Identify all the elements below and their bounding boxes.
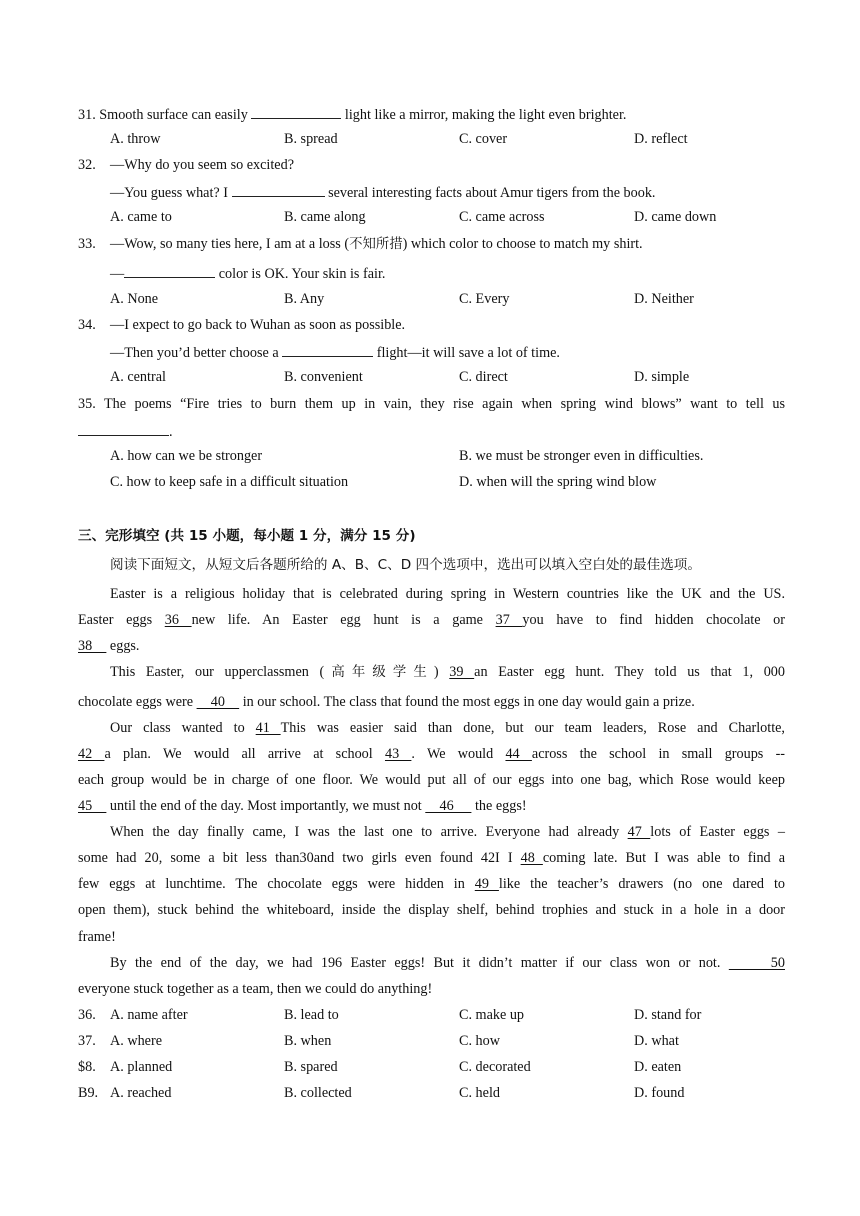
passage-line: frame! [78, 929, 116, 945]
option-d: D. reflect [634, 131, 688, 147]
blank-36: 36 [164, 612, 192, 628]
passage-line: By the end of the day, we had 196 Easter eggs! But it didn’t matter if our class won or not. 50 [110, 955, 785, 971]
passage-line: Our class wanted to 41 This was easier said than done, but our team leaders, Rose and Charlotte, [110, 720, 785, 736]
blank-43: 43 [384, 746, 412, 762]
blank-37: 37 [495, 612, 523, 628]
passage-line: chocolate eggs were 40 in our school. The class that found the most eggs in one day would gain a prize. [78, 694, 695, 710]
question-35-stem: 35. The poems “Fire tries to burn them up in vain, they rise again when spring wind blows” want to tell us [78, 396, 785, 412]
question-number: 33. [78, 236, 96, 252]
option-d: D. stand for [634, 1007, 702, 1023]
passage-line: open them), stuck behind the whiteboard, inside the display shelf, behind trophies and stuck in a hole in a door [78, 902, 785, 918]
question-34-line-2: —Then you’d better choose a flight—it will save a lot of time. [110, 342, 785, 362]
option-c: C. how to keep safe in a difficult situation [110, 474, 349, 490]
passage-line: each group would be in charge of one floor. We would put all of our eggs into one bag, which Rose would keep [78, 772, 785, 788]
blank-49: 49 [474, 876, 499, 892]
blank-42: 42 [78, 746, 105, 762]
option-a: A. came to [110, 209, 172, 225]
blank-47: 47 [627, 824, 651, 840]
option-a: A. planned [110, 1059, 173, 1075]
passage-line: When the day finally came, I was the last one to arrive. Everyone had already 47 lots of Easter eggs – [110, 824, 785, 840]
passage-line: some had 20, some a bit less than30and two girls even found 42I I 48 coming late. But I was able to find a [78, 850, 786, 866]
passage-line: 45 until the end of the day. Most importantly, we must not 46 the eggs! [78, 798, 527, 814]
question-number: 37. [78, 1033, 96, 1049]
option-b: B. spread [284, 131, 338, 147]
question-number: 34. [78, 317, 96, 333]
question-32-line-1: —Why do you seem so excited? [110, 157, 294, 173]
blank-48: 48 [520, 850, 543, 866]
option-a: A. how can we be stronger [110, 448, 263, 464]
passage-line: This Easter, our upperclassmen (高年级学生) 39 an Easter egg hunt. They told us that 1, 000 [110, 664, 785, 680]
option-c: C. Every [459, 291, 510, 307]
option-b: B. we must be stronger even in difficulties. [459, 448, 704, 464]
passage-line: 42 a plan. We would all arrive at school 43 . We would 44 across the school in small groups -- [78, 746, 786, 762]
section-heading: 三、完形填空 (共 15 小题，每小题 1 分，满分 15 分) [78, 528, 416, 544]
answer-blank [124, 263, 215, 278]
question-number: $8. [78, 1059, 96, 1075]
option-d: D. found [634, 1085, 685, 1101]
blank-38: 38 [78, 638, 107, 654]
question-31-stem: 31. Smooth surface can easily light like a mirror, making the light even brighter. [78, 104, 785, 124]
question-number: 32. [78, 157, 96, 173]
option-c: C. came across [459, 209, 545, 225]
option-c: C. how [459, 1033, 500, 1049]
option-d: D. what [634, 1033, 679, 1049]
option-c: C. direct [459, 369, 508, 385]
option-b: B. Any [284, 291, 325, 307]
option-c: C. held [459, 1085, 500, 1101]
option-b: B. collected [284, 1085, 352, 1101]
option-c: C. decorated [459, 1059, 531, 1075]
option-a: A. reached [110, 1085, 172, 1101]
blank-50: 50 [728, 955, 785, 971]
blank-44: 44 [505, 746, 532, 762]
blank-41: 41 [255, 720, 281, 736]
blank-46: 46 [425, 798, 472, 814]
option-b: B. convenient [284, 369, 363, 385]
passage-line: 38 eggs. [78, 638, 140, 654]
blank-39: 39 [449, 664, 475, 680]
blank-45: 45 [78, 798, 107, 814]
blank-40: 40 [196, 694, 240, 710]
passage-line: Easter eggs 36 new life. An Easter egg hunt is a game 37 you have to find hidden chocolate or [78, 612, 785, 628]
option-d: D. came down [634, 209, 717, 225]
option-b: B. spared [284, 1059, 338, 1075]
passage-line: Easter is a religious holiday that is celebrated during spring in Western countries like the UK and the US. [110, 586, 785, 602]
option-d: D. eaten [634, 1059, 682, 1075]
option-c: C. cover [459, 131, 508, 147]
question-34-line-1: —I expect to go back to Wuhan as soon as possible. [110, 317, 406, 333]
option-a: A. name after [110, 1007, 188, 1023]
option-b: B. when [284, 1033, 332, 1049]
answer-blank [78, 421, 169, 436]
option-a: A. None [110, 291, 159, 307]
question-number: B9. [78, 1085, 99, 1101]
answer-blank [232, 182, 325, 197]
answer-blank [282, 342, 373, 357]
question-33-line-1: —Wow, so many ties here, I am at a loss (不知所措) which color to choose to match my shirt. [110, 236, 643, 252]
passage-line: everyone stuck together as a team, then we could do anything! [78, 981, 433, 997]
option-d: D. Neither [634, 291, 694, 307]
question-number: 36. [78, 1007, 96, 1023]
option-d: D. simple [634, 369, 690, 385]
option-d: D. when will the spring wind blow [459, 474, 657, 490]
section-instruction: 阅读下面短文，从短文后各题所给的 A、B、C、D 四个选项中，选出可以填入空白处的最佳选项。 [110, 557, 701, 573]
option-b: B. lead to [284, 1007, 339, 1023]
option-a: A. where [110, 1033, 162, 1049]
question-35-stem-cont: . [78, 421, 785, 441]
passage-line: few eggs at lunchtime. The chocolate eggs were hidden in 49 like the teacher’s drawers (no one dared to [78, 876, 786, 892]
answer-blank [251, 104, 341, 119]
option-a: A. throw [110, 131, 161, 147]
question-33-line-2: — color is OK. Your skin is fair. [110, 263, 785, 283]
option-c: C. make up [459, 1007, 525, 1023]
option-a: A. central [110, 369, 166, 385]
question-32-line-2: —You guess what? I several interesting facts about Amur tigers from the book. [110, 182, 785, 202]
option-b: B. came along [284, 209, 366, 225]
